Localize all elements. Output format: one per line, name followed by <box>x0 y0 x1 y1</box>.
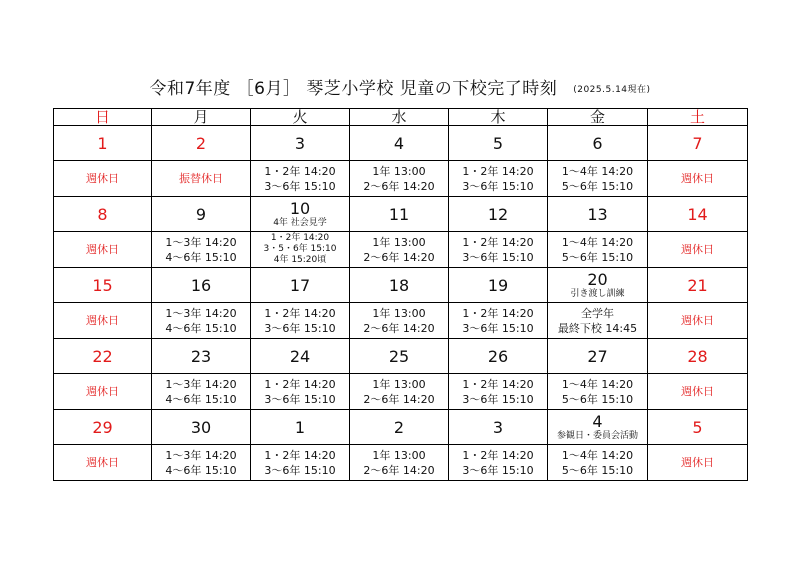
time-line: 週休日 <box>86 172 119 185</box>
date-row <box>54 410 748 445</box>
date-number: 5 <box>692 417 703 437</box>
time-line: 1・2年 14:20 <box>270 233 330 243</box>
time-line: 1〜3年 14:20 <box>165 235 237 249</box>
time-line: 週休日 <box>681 385 714 398</box>
date-number: 23 <box>190 346 212 366</box>
time-line: 1・2年 14:20 <box>462 448 534 462</box>
time-line: 2〜6年 14:20 <box>363 392 435 406</box>
dismissal-time-cell <box>350 374 449 410</box>
time-line: 1年 13:00 <box>372 306 426 320</box>
time-line: 週休日 <box>681 172 714 185</box>
event-note: 引き渡し訓練 <box>570 289 625 299</box>
dismissal-time-row <box>54 161 748 197</box>
time-line: 1・2年 14:20 <box>462 306 534 320</box>
dismissal-time-cell <box>449 161 548 197</box>
time-line: 1・2年 14:20 <box>264 448 336 462</box>
date-number: 1 <box>294 417 306 437</box>
date-cell <box>648 268 748 303</box>
time-line: 3〜6年 15:10 <box>462 321 534 335</box>
date-cell <box>350 197 449 232</box>
date-cell <box>251 197 350 232</box>
dismissal-time-row <box>54 445 748 481</box>
dismissal-time-cell <box>152 232 251 268</box>
time-line: 1〜3年 14:20 <box>165 448 237 462</box>
date-number: 28 <box>687 346 708 366</box>
event-note: 参観日・委員会活動 <box>556 431 638 441</box>
weekday-header-row <box>54 109 748 126</box>
date-number: 6 <box>592 133 603 153</box>
time-line: 4〜6年 15:10 <box>165 250 237 264</box>
date-number: 10 <box>289 199 311 218</box>
time-line: 4〜6年 15:10 <box>165 463 237 477</box>
weekly-holiday-cell <box>54 161 152 197</box>
date-number: 14 <box>687 204 708 224</box>
time-line: 3〜6年 15:10 <box>462 392 534 406</box>
time-line: 3〜6年 15:10 <box>264 321 336 335</box>
weekday-mon: 月 <box>152 109 251 126</box>
date-cell <box>548 197 648 232</box>
time-line: 1〜4年 14:20 <box>561 235 634 249</box>
weekly-holiday-cell <box>648 445 748 481</box>
date-number: 21 <box>687 275 708 295</box>
date-number: 19 <box>487 275 509 295</box>
date-number: 29 <box>92 417 113 437</box>
date-number: 2 <box>393 417 405 437</box>
dismissal-time-cell <box>251 303 350 339</box>
date-cell <box>449 197 548 232</box>
time-line: 5〜6年 15:10 <box>561 250 634 264</box>
date-cell <box>648 410 748 445</box>
time-line: 2〜6年 14:20 <box>363 321 435 335</box>
date-cell <box>54 268 152 303</box>
weekly-holiday-cell <box>54 232 152 268</box>
weekly-holiday-cell <box>648 303 748 339</box>
time-line: 1〜4年 14:20 <box>561 448 634 462</box>
date-cell <box>449 339 548 374</box>
time-line: 5〜6年 15:10 <box>561 179 634 193</box>
time-line: 週休日 <box>86 243 119 256</box>
time-line: 3〜6年 15:10 <box>264 179 336 193</box>
dismissal-time-cell <box>350 161 449 197</box>
dismissal-time-cell <box>251 161 350 197</box>
dismissal-time-row <box>54 232 748 268</box>
title-text: 令和7年度 ［6月］ 琴芝小学校 児童の下校完了時刻 <box>149 79 558 99</box>
time-line: 1・2年 14:20 <box>462 164 534 178</box>
event-note: 4年 社会見学 <box>273 218 327 228</box>
date-cell <box>251 339 350 374</box>
date-number: 4 <box>592 412 603 431</box>
date-cell <box>449 126 548 161</box>
date-number: 16 <box>190 275 212 295</box>
time-line: 週休日 <box>86 456 119 469</box>
time-line: 週休日 <box>86 314 119 327</box>
date-cell <box>648 197 748 232</box>
schedule-calendar <box>53 108 748 481</box>
dismissal-time-cell <box>350 232 449 268</box>
date-number: 24 <box>289 346 311 366</box>
time-line: 1年 13:00 <box>372 448 426 462</box>
date-number: 20 <box>587 270 608 289</box>
date-cell <box>449 268 548 303</box>
time-line: 3〜6年 15:10 <box>264 392 336 406</box>
as-of-date: (2025.5.14現在) <box>573 85 651 95</box>
date-cell <box>152 339 251 374</box>
time-line: 5〜6年 15:10 <box>561 392 634 406</box>
time-line: 4年 15:20頃 <box>273 255 327 265</box>
time-line: 3・5・6年 15:10 <box>263 244 337 254</box>
date-number: 26 <box>487 346 509 366</box>
date-cell <box>54 126 152 161</box>
time-line: 週休日 <box>86 385 119 398</box>
date-number: 3 <box>492 417 504 437</box>
time-line: 1・2年 14:20 <box>462 235 534 249</box>
time-line: 全学年 <box>581 306 614 320</box>
dismissal-time-row <box>54 374 748 410</box>
dismissal-time-cell <box>548 374 648 410</box>
date-cell <box>251 126 350 161</box>
time-line: 3〜6年 15:10 <box>462 250 534 264</box>
date-number: 13 <box>587 204 608 224</box>
weekly-holiday-cell <box>648 374 748 410</box>
time-line: 4〜6年 15:10 <box>165 392 237 406</box>
time-line: 1・2年 14:20 <box>264 164 336 178</box>
date-number: 15 <box>92 275 113 295</box>
time-line: 4〜6年 15:10 <box>165 321 237 335</box>
time-line: 1・2年 14:20 <box>264 377 336 391</box>
weekly-holiday-cell <box>54 445 152 481</box>
dismissal-time-cell <box>449 303 548 339</box>
date-number: 7 <box>692 133 703 153</box>
time-line: 1年 13:00 <box>372 235 426 249</box>
date-number: 1 <box>97 133 108 153</box>
time-line: 1・2年 14:20 <box>264 306 336 320</box>
dismissal-time-cell <box>152 445 251 481</box>
weekday-sat: 土 <box>648 109 748 126</box>
date-cell <box>350 339 449 374</box>
date-cell <box>350 268 449 303</box>
dismissal-time-cell <box>548 232 648 268</box>
date-cell <box>54 339 152 374</box>
time-line: 2〜6年 14:20 <box>363 179 435 193</box>
date-number: 3 <box>294 133 306 153</box>
date-cell <box>548 410 648 445</box>
weekday-sun: 日 <box>54 109 152 126</box>
time-line: 振替休日 <box>179 172 223 185</box>
weekday-thu: 木 <box>449 109 548 126</box>
time-line: 3〜6年 15:10 <box>264 463 336 477</box>
weekly-holiday-cell <box>648 161 748 197</box>
date-number: 25 <box>388 346 410 366</box>
date-number: 11 <box>388 204 410 224</box>
date-number: 18 <box>388 275 410 295</box>
page-title <box>0 74 800 99</box>
dismissal-time-cell <box>152 303 251 339</box>
dismissal-time-cell <box>449 232 548 268</box>
time-line: 週休日 <box>681 314 714 327</box>
dismissal-time-cell <box>449 374 548 410</box>
date-number: 12 <box>487 204 509 224</box>
dismissal-time-cell <box>548 303 648 339</box>
date-row <box>54 268 748 303</box>
time-line: 1〜4年 14:20 <box>561 164 634 178</box>
date-cell <box>548 339 648 374</box>
time-line: 2〜6年 14:20 <box>363 250 435 264</box>
dismissal-time-cell <box>350 445 449 481</box>
date-number: 27 <box>587 346 608 366</box>
time-line: 週休日 <box>681 456 714 469</box>
date-cell <box>54 410 152 445</box>
date-number: 30 <box>190 417 212 437</box>
weekday-tue: 火 <box>251 109 350 126</box>
dismissal-time-cell <box>152 374 251 410</box>
date-cell <box>152 197 251 232</box>
date-number: 9 <box>195 204 207 224</box>
date-cell <box>548 126 648 161</box>
dismissal-time-cell <box>251 374 350 410</box>
time-line: 1〜4年 14:20 <box>561 377 634 391</box>
date-cell <box>350 126 449 161</box>
time-line: 2〜6年 14:20 <box>363 463 435 477</box>
date-number: 2 <box>195 133 207 153</box>
date-cell <box>152 268 251 303</box>
dismissal-time-cell <box>548 445 648 481</box>
date-row <box>54 126 748 161</box>
date-cell <box>251 410 350 445</box>
time-line: 3〜6年 15:10 <box>462 179 534 193</box>
date-cell <box>251 268 350 303</box>
date-cell <box>648 339 748 374</box>
date-cell <box>548 268 648 303</box>
time-line: 1・2年 14:20 <box>462 377 534 391</box>
dismissal-time-row <box>54 303 748 339</box>
weekly-holiday-cell <box>54 374 152 410</box>
date-number: 8 <box>97 204 108 224</box>
weekly-holiday-cell <box>648 232 748 268</box>
time-line: 1年 13:00 <box>372 377 426 391</box>
dismissal-time-cell <box>152 161 251 197</box>
dismissal-time-cell <box>251 445 350 481</box>
weekly-holiday-cell <box>54 303 152 339</box>
date-cell <box>152 126 251 161</box>
date-cell <box>449 410 548 445</box>
date-cell <box>648 126 748 161</box>
dismissal-time-cell <box>548 161 648 197</box>
date-row <box>54 197 748 232</box>
time-line: 最終下校 14:45 <box>557 321 638 335</box>
date-cell <box>152 410 251 445</box>
time-line: 1〜3年 14:20 <box>165 306 237 320</box>
date-row <box>54 339 748 374</box>
time-line: 週休日 <box>681 243 714 256</box>
time-line: 1年 13:00 <box>372 164 426 178</box>
date-number: 4 <box>393 133 405 153</box>
time-line: 1〜3年 14:20 <box>165 377 237 391</box>
date-number: 17 <box>289 275 311 295</box>
date-number: 22 <box>92 346 113 366</box>
date-cell <box>54 197 152 232</box>
date-cell <box>350 410 449 445</box>
time-line: 5〜6年 15:10 <box>561 463 634 477</box>
time-line: 3〜6年 15:10 <box>462 463 534 477</box>
weekday-wed: 水 <box>350 109 449 126</box>
dismissal-time-cell <box>251 232 350 268</box>
weekday-fri: 金 <box>548 109 648 126</box>
dismissal-time-cell <box>350 303 449 339</box>
date-number: 5 <box>492 133 504 153</box>
dismissal-time-cell <box>449 445 548 481</box>
